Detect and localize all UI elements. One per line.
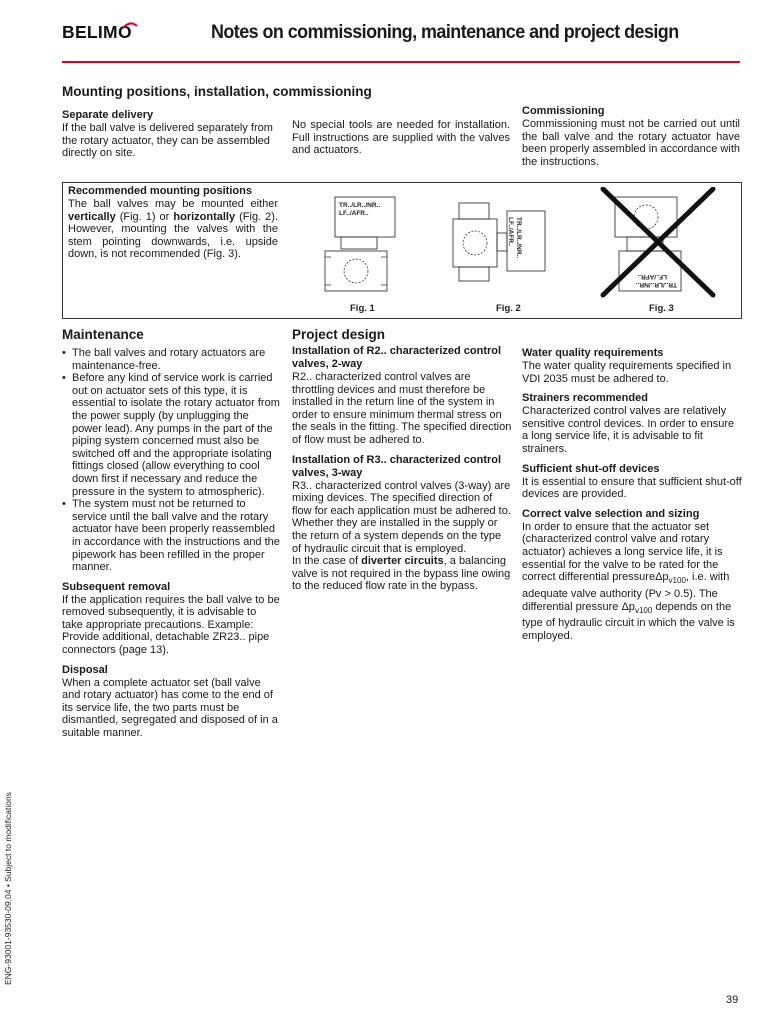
fig1-label: Fig. 1: [350, 303, 375, 314]
strainers-title: Strainers recommended: [522, 392, 648, 405]
r3-diverter-text: In the case of diverter circuits, a balancing valve is not required in the bypass line owing to the reduced flow rate in the bypass.: [292, 555, 511, 593]
belimo-logo: [62, 22, 142, 50]
commissioning-text: Commissioning must not be carried out until the ball valve and the rotary actuator have been properly assembled in accordance with the instructions.: [522, 118, 740, 168]
water-quality-title: Water quality requirements: [522, 347, 664, 359]
maintenance-bullet: • The system must not be returned to service until the ball valve and the rotary actuator have been properly reassembled in accordance with the instructions and the pipework has been refilled in the proper manner.: [62, 498, 280, 574]
mounting-heading: Mounting positions, installation, commissioning: [62, 84, 372, 99]
commissioning-block: [522, 105, 740, 168]
maintenance-bullet: • Before any kind of service work is carried out on actuator sets of this type, it is essential to isolate the rotary actuator from the power supply (by unplugging the power lead). Any pumps in the part of the piping system concerned must also be switched off and the appropriate isolating fittings closed (allow everything to cool down first if necessary and reduce the pressure in the system to atmospheric).: [62, 372, 280, 498]
maintenance-list: [62, 347, 280, 574]
fig2-label: Fig. 2: [496, 303, 521, 314]
sizing-text: In order to ensure that the actuator set (characterized control valve and rotary actuator) achieves a long service life, it is essential for the valve to be rated for the correct differential pressureΔp$_{v100}$, i.e. with adequate valve authority (Pv > 0.5). The differential pressure $\Delta p_{v100}$ depends on the type of hydraulic circuit in which the valve is employed.: [522, 520, 735, 642]
logo-text: BELIMO: [62, 22, 132, 42]
recommended-title: Recommended mounting positions: [68, 185, 252, 197]
fig1-vertical-valve-drawing: [325, 197, 395, 291]
project-design-column: [292, 327, 512, 593]
sizing-title: Correct valve selection and sizing: [522, 507, 700, 520]
recommended-text: The ball valves may be mounted either vertically (Fig. 1) or horizontally (Fig. 2). However, mounting the valves with the stem pointing downwards, i.e. upside down, is not recommended (Fig. 3).: [68, 198, 278, 261]
water-quality-text: The water quality requirements specified in VDI 2035 must be adhered to.: [522, 360, 732, 385]
fig3-actuator-label-2: LF../AFR..: [637, 273, 667, 280]
commissioning-title: Commissioning: [522, 105, 605, 117]
separate-delivery-text: If the ball valve is delivered separately from the rotary actuator, they can be assembled directly on site.: [62, 122, 273, 160]
r2-title: Installation of R2.. characterized control valves, 2-way: [292, 345, 502, 370]
fig1-actuator-label-1: TR../LR../NR..: [339, 202, 381, 209]
document-reference-side-text: ENG-93001-93530-09.04 • Subject to modifications: [3, 792, 13, 985]
tools-block: [292, 119, 510, 157]
mounting-figures: [301, 187, 741, 315]
fig3-actuator-label-1: TR../LR../NR..: [635, 281, 677, 288]
mounting-positions-box: [62, 182, 742, 319]
maintenance-column: [62, 327, 280, 740]
shutoff-text: It is essential to ensure that sufficient shut-off devices are provided.: [522, 475, 742, 501]
r3-title: Installation of R3.. characterized control valves, 3-way: [292, 453, 502, 479]
fig2-actuator-label-2: LF../AFR..: [507, 217, 514, 247]
project-design-heading: Project design: [292, 327, 386, 342]
shutoff-title: Sufficient shut-off devices: [522, 462, 660, 475]
tools-text: No special tools are needed for installation. Full instructions are supplied with the valves and actuators.: [292, 119, 510, 157]
maintenance-bullet: • The ball valves and rotary actuators are maintenance-free.: [62, 347, 280, 372]
r3-text: R3.. characterized control valves (3-way) are mixing devices. The specified direction of flow for each application must be adhered to. Whether they are installed in the supply or the return of a system depends on the type of hydraulic circuit that is employed.: [292, 479, 511, 555]
recommended-text-block: [68, 185, 278, 261]
requirements-column: [522, 347, 742, 642]
r2-text: R2.. characterized control valves are throttling devices and must therefore be installed in the return line of the system in order to ensure minimum thermal stress on the seals in the fitting. The specified direction of flow must be adhered to.: [292, 371, 512, 446]
page-title: Notes on commissioning, maintenance and project design: [211, 21, 679, 43]
fig2-actuator-label-1: TR../LR../NR..: [515, 217, 522, 259]
subsequent-removal-text: If the application requires the ball valve to be removed subsequently, it is advisable to take appropriate precautions. Example: Provide additional, detachable ZR23.. pipe connectors (page 13).: [62, 593, 280, 657]
subsequent-removal-title: Subsequent removal: [62, 580, 171, 593]
fig3-label: Fig. 3: [649, 303, 674, 314]
strainers-text: Characterized control valves are relatively sensitive control devices. In order to ensure a long service life, it is advisable to fit strainers.: [522, 405, 735, 455]
separate-delivery-title: Separate delivery: [62, 109, 154, 121]
page-number: 39: [726, 994, 739, 1006]
fig1-actuator-label-2: LF../AFR..: [339, 210, 369, 217]
disposal-text: When a complete actuator set (ball valve and rotary actuator) has come to the end of its service life, the two parts must be dismantled, segregated and disposed of in a suitable manner.: [62, 676, 278, 740]
fig2-horizontal-valve-drawing: [453, 203, 545, 281]
header-divider: [62, 61, 740, 63]
disposal-title: Disposal: [62, 663, 108, 676]
logo-swoosh-icon: [122, 22, 138, 30]
separate-delivery-block: [62, 109, 280, 160]
maintenance-heading: Maintenance: [62, 327, 144, 342]
